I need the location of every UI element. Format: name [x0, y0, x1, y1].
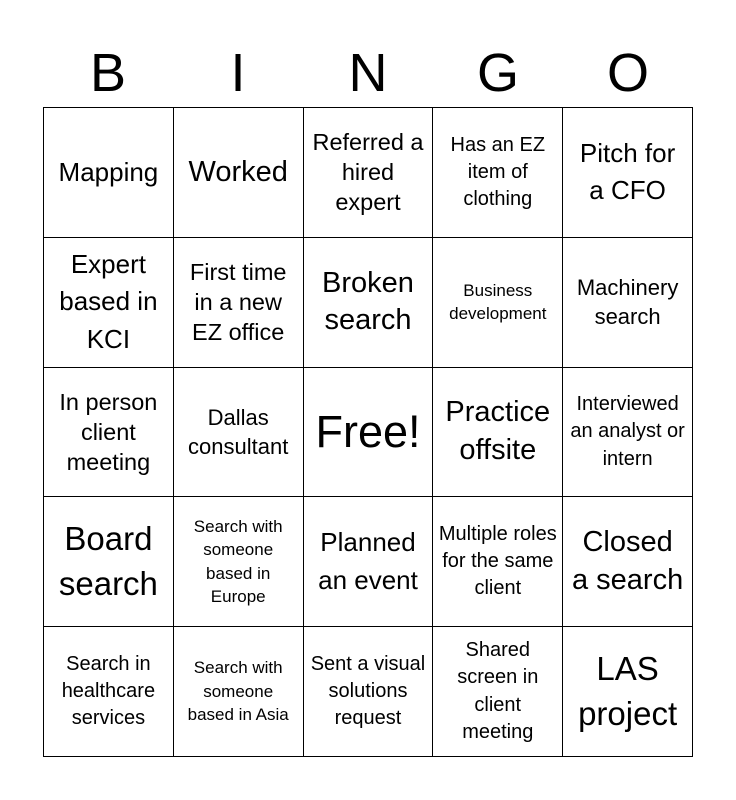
header-letter-o: O: [606, 43, 649, 103]
cell-label: Multiple roles for the same client: [438, 523, 557, 600]
bingo-cell-r1-c3[interactable]: [433, 238, 563, 368]
bingo-cell-r1-c1[interactable]: [174, 238, 304, 368]
bingo-header: [43, 40, 693, 106]
cell-label: Shared screen in client meeting: [457, 639, 539, 743]
cell-label: Board search: [58, 520, 158, 602]
header-letter-n: N: [348, 43, 388, 103]
cell-label: Dallas consultant: [188, 404, 289, 459]
cell-label: Search in healthcare services: [61, 652, 156, 730]
bingo-cell-r3-c2[interactable]: [304, 497, 434, 627]
cell-label: Search with someone based in Asia: [187, 658, 289, 725]
bingo-cell-r0-c0[interactable]: [44, 108, 174, 238]
bingo-cell-r0-c2[interactable]: [304, 108, 434, 238]
bingo-cell-r0-c3[interactable]: [433, 108, 563, 238]
header-letter-g: G: [476, 43, 519, 103]
cell-label: Search with someone based in Europe: [193, 516, 283, 607]
cell-label: Expert based in KCI: [59, 248, 158, 355]
cell-label: Mapping: [58, 156, 159, 187]
cell-label: Business development: [449, 280, 547, 324]
bingo-cell-r1-c0[interactable]: [44, 238, 174, 368]
bingo-cell-r4-c1[interactable]: [174, 627, 304, 757]
cell-label: First time in a new EZ office: [189, 259, 287, 346]
cell-label: Worked: [188, 155, 288, 188]
bingo-cell-r4-c4[interactable]: [563, 627, 693, 757]
bingo-cell-r2-c4[interactable]: [563, 368, 693, 498]
bingo-cell-r3-c1[interactable]: [174, 497, 304, 627]
bingo-cell-r4-c3[interactable]: [433, 627, 563, 757]
cell-label: Referred a hired expert: [312, 129, 424, 216]
cell-label: In person client meeting: [59, 388, 158, 476]
bingo-board: [43, 107, 693, 757]
cell-label: Closed a search: [571, 526, 684, 596]
cell-label: Sent a visual solutions request: [310, 652, 426, 730]
bingo-cell-r2-c1[interactable]: [174, 368, 304, 498]
cell-label: Planned an event: [318, 527, 418, 595]
bingo-cell-r0-c1[interactable]: [174, 108, 304, 238]
bingo-cell-r2-c3[interactable]: [433, 368, 563, 498]
cell-label: Has an EZ item of clothing: [450, 133, 546, 210]
bingo-cell-r4-c2[interactable]: [304, 627, 434, 757]
cell-label: LAS project: [578, 650, 678, 732]
header-letter-i: I: [230, 43, 246, 103]
bingo-cell-r2-c0[interactable]: [44, 368, 174, 498]
bingo-cell-r1-c2[interactable]: [304, 238, 434, 368]
cell-label: Practice offsite: [445, 396, 551, 466]
cell-label: Machinery search: [576, 275, 679, 330]
header-letter-b: B: [89, 43, 127, 103]
cell-label: Interviewed an analyst or intern: [570, 393, 685, 470]
cell-label: Broken search: [322, 266, 414, 337]
free-space-label: Free!: [315, 406, 421, 458]
bingo-cell-r0-c4[interactable]: [563, 108, 693, 238]
bingo-cell-r3-c3[interactable]: [433, 497, 563, 627]
cell-label: Pitch for a CFO: [579, 137, 676, 206]
bingo-cell-r1-c4[interactable]: [563, 238, 693, 368]
bingo-cell-r3-c0[interactable]: [44, 497, 174, 627]
bingo-cell-r3-c4[interactable]: [563, 497, 693, 627]
bingo-cell-r4-c0[interactable]: [44, 627, 174, 757]
bingo-cell-r2-c2[interactable]: [304, 368, 434, 498]
